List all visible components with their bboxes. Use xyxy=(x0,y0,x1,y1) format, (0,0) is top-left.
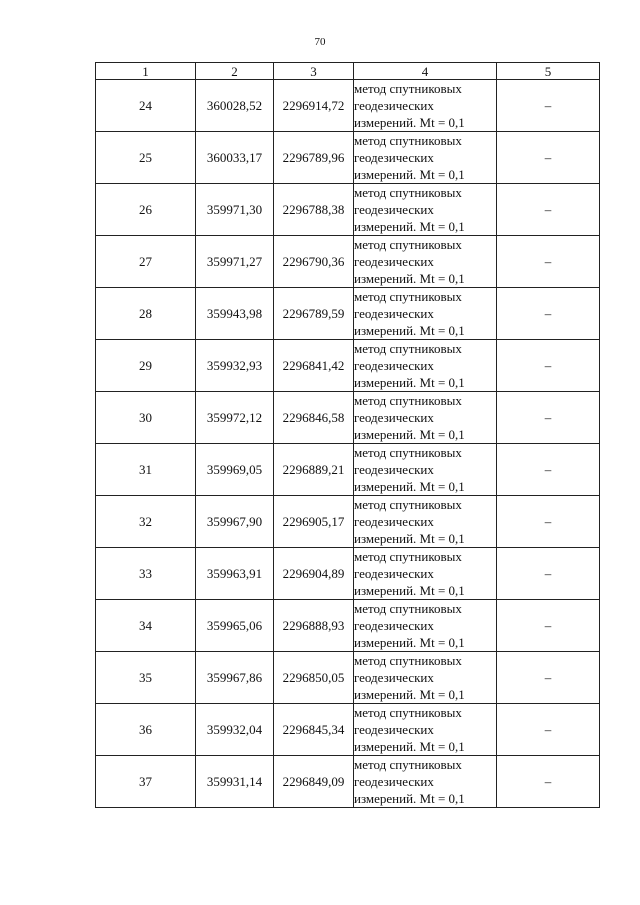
method-line: измерений. Mt = 0,1 xyxy=(354,791,465,806)
header-col-2: 2 xyxy=(196,63,274,80)
method-line: метод спутниковых xyxy=(354,393,462,408)
header-col-3: 3 xyxy=(274,63,354,80)
y-coordinate-cell: 2296914,72 xyxy=(274,80,354,132)
x-coordinate-cell: 360033,17 xyxy=(196,132,274,184)
x-coordinate-cell: 359932,93 xyxy=(196,340,274,392)
method-cell xyxy=(354,132,497,184)
y-coordinate-cell: 2296849,09 xyxy=(274,756,354,808)
coordinates-table xyxy=(95,62,600,808)
method-line: измерений. Mt = 0,1 xyxy=(354,271,465,286)
point-number-cell: 34 xyxy=(96,600,196,652)
method-line: метод спутниковых xyxy=(354,549,462,564)
method-cell xyxy=(354,756,497,808)
method-line: геодезических xyxy=(354,774,434,789)
method-line: измерений. Mt = 0,1 xyxy=(354,323,465,338)
method-line: измерений. Mt = 0,1 xyxy=(354,583,465,598)
method-line: геодезических xyxy=(354,722,434,737)
method-line: геодезических xyxy=(354,514,434,529)
method-line: метод спутниковых xyxy=(354,185,462,200)
x-coordinate-cell: 359932,04 xyxy=(196,704,274,756)
method-line: метод спутниковых xyxy=(354,237,462,252)
method-line: измерений. Mt = 0,1 xyxy=(354,687,465,702)
header-col-1: 1 xyxy=(96,63,196,80)
method-line: геодезических xyxy=(354,410,434,425)
method-line: геодезических xyxy=(354,670,434,685)
x-coordinate-cell: 359943,98 xyxy=(196,288,274,340)
table-row xyxy=(96,288,600,340)
y-coordinate-cell: 2296788,38 xyxy=(274,184,354,236)
point-number-cell: 27 xyxy=(96,236,196,288)
y-coordinate-cell: 2296905,17 xyxy=(274,496,354,548)
header-col-5: 5 xyxy=(497,63,600,80)
method-cell xyxy=(354,652,497,704)
method-line: метод спутниковых xyxy=(354,341,462,356)
point-number-cell: 32 xyxy=(96,496,196,548)
note-cell: – xyxy=(497,496,600,548)
table-row xyxy=(96,600,600,652)
x-coordinate-cell: 359965,06 xyxy=(196,600,274,652)
y-coordinate-cell: 2296888,93 xyxy=(274,600,354,652)
method-line: измерений. Mt = 0,1 xyxy=(354,167,465,182)
method-line: измерений. Mt = 0,1 xyxy=(354,531,465,546)
method-line: метод спутниковых xyxy=(354,705,462,720)
note-cell: – xyxy=(497,548,600,600)
x-coordinate-cell: 359963,91 xyxy=(196,548,274,600)
table-row xyxy=(96,392,600,444)
x-coordinate-cell: 359931,14 xyxy=(196,756,274,808)
method-cell xyxy=(354,548,497,600)
note-cell: – xyxy=(497,80,600,132)
note-cell: – xyxy=(497,704,600,756)
point-number-cell: 24 xyxy=(96,80,196,132)
method-line: измерений. Mt = 0,1 xyxy=(354,115,465,130)
method-line: геодезических xyxy=(354,254,434,269)
x-coordinate-cell: 359969,05 xyxy=(196,444,274,496)
note-cell: – xyxy=(497,652,600,704)
y-coordinate-cell: 2296889,21 xyxy=(274,444,354,496)
method-cell xyxy=(354,704,497,756)
point-number-cell: 33 xyxy=(96,548,196,600)
point-number-cell: 29 xyxy=(96,340,196,392)
table-row xyxy=(96,496,600,548)
method-line: метод спутниковых xyxy=(354,757,462,772)
y-coordinate-cell: 2296790,36 xyxy=(274,236,354,288)
table-body xyxy=(96,80,600,808)
x-coordinate-cell: 359971,30 xyxy=(196,184,274,236)
method-cell xyxy=(354,80,497,132)
method-line: геодезических xyxy=(354,98,434,113)
y-coordinate-cell: 2296789,59 xyxy=(274,288,354,340)
note-cell: – xyxy=(497,236,600,288)
note-cell: – xyxy=(497,392,600,444)
method-cell xyxy=(354,288,497,340)
note-cell: – xyxy=(497,340,600,392)
method-cell xyxy=(354,340,497,392)
y-coordinate-cell: 2296904,89 xyxy=(274,548,354,600)
note-cell: – xyxy=(497,184,600,236)
method-cell xyxy=(354,236,497,288)
point-number-cell: 30 xyxy=(96,392,196,444)
method-cell xyxy=(354,600,497,652)
method-line: измерений. Mt = 0,1 xyxy=(354,479,465,494)
note-cell: – xyxy=(497,600,600,652)
table-row xyxy=(96,444,600,496)
method-line: метод спутниковых xyxy=(354,133,462,148)
header-row xyxy=(96,63,600,80)
method-cell xyxy=(354,496,497,548)
page-number: 70 xyxy=(314,36,326,48)
point-number-cell: 28 xyxy=(96,288,196,340)
x-coordinate-cell: 359972,12 xyxy=(196,392,274,444)
table-row xyxy=(96,236,600,288)
table-row xyxy=(96,704,600,756)
method-line: метод спутниковых xyxy=(354,653,462,668)
header-col-4: 4 xyxy=(354,63,497,80)
note-cell: – xyxy=(497,288,600,340)
method-line: геодезических xyxy=(354,566,434,581)
note-cell: – xyxy=(497,132,600,184)
x-coordinate-cell: 360028,52 xyxy=(196,80,274,132)
method-line: измерений. Mt = 0,1 xyxy=(354,375,465,390)
note-cell: – xyxy=(497,756,600,808)
table-row xyxy=(96,756,600,808)
method-line: измерений. Mt = 0,1 xyxy=(354,635,465,650)
point-number-cell: 36 xyxy=(96,704,196,756)
x-coordinate-cell: 359971,27 xyxy=(196,236,274,288)
method-line: измерений. Mt = 0,1 xyxy=(354,427,465,442)
method-cell xyxy=(354,184,497,236)
note-cell: – xyxy=(497,444,600,496)
point-number-cell: 37 xyxy=(96,756,196,808)
table-row xyxy=(96,548,600,600)
table-row xyxy=(96,652,600,704)
table-row xyxy=(96,340,600,392)
method-line: измерений. Mt = 0,1 xyxy=(354,219,465,234)
method-line: геодезических xyxy=(354,306,434,321)
table-row xyxy=(96,184,600,236)
method-line: геодезических xyxy=(354,462,434,477)
method-line: метод спутниковых xyxy=(354,601,462,616)
y-coordinate-cell: 2296841,42 xyxy=(274,340,354,392)
table-row xyxy=(96,132,600,184)
y-coordinate-cell: 2296845,34 xyxy=(274,704,354,756)
method-line: геодезических xyxy=(354,358,434,373)
method-line: метод спутниковых xyxy=(354,289,462,304)
point-number-cell: 26 xyxy=(96,184,196,236)
table-row xyxy=(96,80,600,132)
y-coordinate-cell: 2296846,58 xyxy=(274,392,354,444)
y-coordinate-cell: 2296789,96 xyxy=(274,132,354,184)
method-line: измерений. Mt = 0,1 xyxy=(354,739,465,754)
x-coordinate-cell: 359967,86 xyxy=(196,652,274,704)
method-line: метод спутниковых xyxy=(354,445,462,460)
point-number-cell: 25 xyxy=(96,132,196,184)
table-header xyxy=(96,63,600,80)
method-cell xyxy=(354,392,497,444)
point-number-cell: 31 xyxy=(96,444,196,496)
method-line: метод спутниковых xyxy=(354,497,462,512)
method-line: геодезических xyxy=(354,150,434,165)
method-cell xyxy=(354,444,497,496)
method-line: геодезических xyxy=(354,202,434,217)
point-number-cell: 35 xyxy=(96,652,196,704)
y-coordinate-cell: 2296850,05 xyxy=(274,652,354,704)
method-line: геодезических xyxy=(354,618,434,633)
x-coordinate-cell: 359967,90 xyxy=(196,496,274,548)
method-line: метод спутниковых xyxy=(354,81,462,96)
